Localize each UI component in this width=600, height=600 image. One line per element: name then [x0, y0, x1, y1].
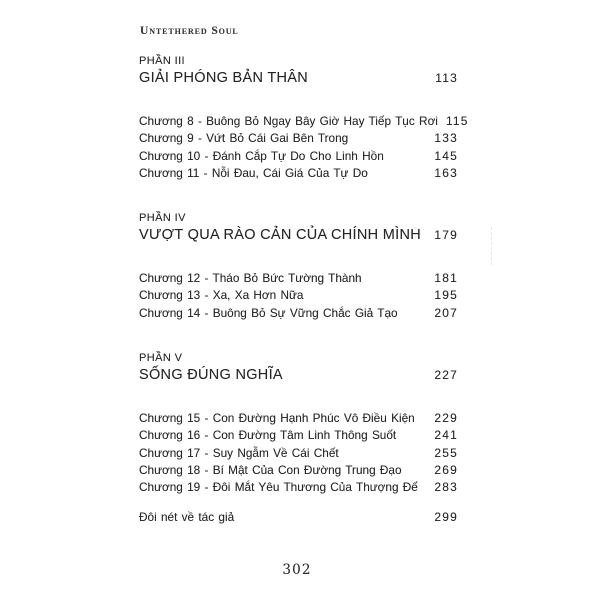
table-of-contents [139, 55, 469, 526]
scan-artifact-line [491, 227, 492, 265]
chapter-row [139, 130, 458, 147]
chapter-list [139, 410, 458, 496]
author-note-page-number: 299 [434, 509, 458, 524]
chapter-list [139, 113, 469, 182]
section-page-number: 179 [434, 228, 458, 243]
running-head: Untethered Soul [140, 25, 239, 37]
part-label: PHẦN V [139, 352, 183, 365]
section-title: SỐNG ĐÚNG NGHĨA [139, 367, 283, 384]
chapter-row [139, 113, 469, 130]
chapter-row [139, 462, 458, 479]
section-title-row [139, 365, 458, 385]
chapter-row [139, 479, 458, 496]
chapter-page-number: 181 [434, 271, 458, 286]
author-note-row [139, 509, 458, 526]
chapter-title: Chương 11 - Nỗi Đau, Cái Giá Của Tự Do [139, 165, 368, 180]
chapter-list [139, 270, 458, 322]
author-note-label: Đôi nét về tác giả [139, 509, 235, 524]
folio-page-number: 302 [282, 562, 312, 578]
section-title-row [139, 68, 458, 88]
chapter-page-number: 163 [434, 165, 458, 180]
chapter-title: Chương 9 - Vứt Bỏ Cái Gai Bên Trong [139, 131, 349, 146]
chapter-title: Chương 10 - Đánh Cắp Tự Do Cho Linh Hồn [139, 148, 384, 163]
section-page-number: 227 [434, 368, 458, 383]
chapter-page-number: 207 [434, 305, 458, 320]
chapter-title: Chương 16 - Con Đường Tâm Linh Thông Suốt [139, 428, 397, 443]
section-title: VƯỢT QUA RÀO CẢN CỦA CHÍNH MÌNH [139, 227, 421, 244]
sections-list [139, 55, 469, 497]
part-label: PHẦN III [139, 55, 185, 67]
section-title-row [139, 225, 458, 245]
chapter-page-number: 269 [434, 462, 458, 477]
toc-section [139, 55, 469, 182]
chapter-row [139, 165, 458, 182]
chapter-title: Chương 8 - Buông Bỏ Ngay Bây Giờ Hay Tiếp Tục Rơi [139, 114, 438, 128]
chapter-row [139, 148, 458, 165]
chapter-page-number: 241 [434, 428, 458, 443]
chapter-row [139, 305, 458, 322]
chapter-page-number: 133 [434, 131, 458, 146]
chapter-row [139, 270, 458, 287]
chapter-title: Chương 15 - Con Đường Hạnh Phúc Vô Điều Kiện [139, 411, 415, 426]
section-page-number: 113 [435, 71, 458, 85]
chapter-title: Chương 18 - Bí Mật Của Con Đường Trung Đạo [139, 462, 402, 477]
chapter-page-number: 255 [434, 445, 458, 460]
chapter-page-number: 283 [434, 480, 458, 495]
chapter-title: Chương 13 - Xa, Xa Hơn Nữa [139, 288, 304, 303]
chapter-page-number: 229 [434, 411, 458, 426]
chapter-page-number: 115 [445, 114, 469, 128]
chapter-title: Chương 14 - Buông Bỏ Sự Vững Chắc Giả Tạo [139, 305, 398, 320]
chapter-title: Chương 12 - Tháo Bỏ Bức Tường Thành [139, 271, 362, 286]
chapter-row [139, 427, 458, 444]
chapter-title: Chương 19 - Đôi Mắt Yêu Thương Của Thượng Đế [139, 480, 418, 495]
chapter-row [139, 287, 458, 304]
chapter-page-number: 145 [434, 148, 458, 163]
chapter-row [139, 445, 458, 462]
chapter-row [139, 410, 458, 427]
toc-section [139, 212, 458, 322]
toc-section [139, 352, 458, 496]
part-label: PHẦN IV [139, 212, 186, 225]
chapter-page-number: 195 [434, 288, 458, 303]
chapter-title: Chương 17 - Suy Ngẫm Về Cái Chết [139, 445, 339, 460]
section-title: GIẢI PHÓNG BẢN THÂN [139, 70, 308, 86]
